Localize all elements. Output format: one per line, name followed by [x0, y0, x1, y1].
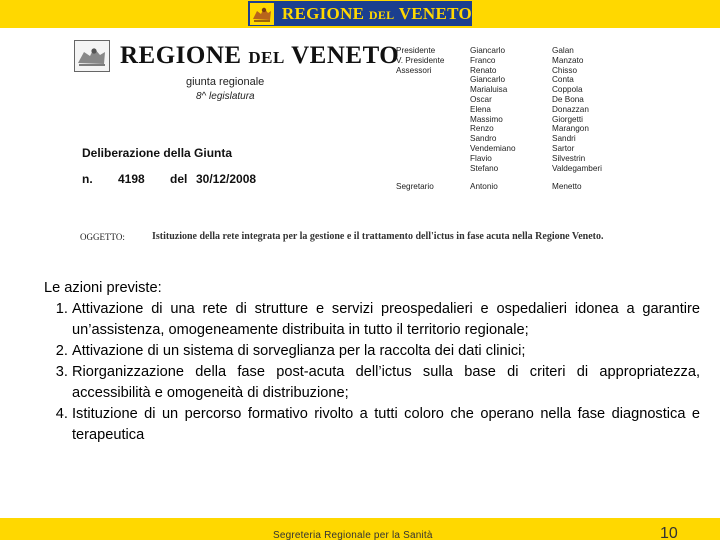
secretary-first-name: Antonio	[470, 182, 498, 191]
council-first-name: Marialuisa	[470, 85, 508, 95]
deliberation-number-label: n.	[82, 172, 93, 186]
council-last-name: Conta	[552, 75, 574, 85]
council-last-name: Valdegamberi	[552, 163, 602, 173]
council-last-name: Galan	[552, 46, 574, 55]
lion-of-saint-mark-icon	[250, 3, 274, 25]
deliberation-number: 4198	[118, 172, 145, 186]
actions-list	[44, 299, 700, 446]
regione-veneto-banner-logo	[248, 1, 472, 26]
subject-text: Istituzione della rete integrata per la gestione e il trattamento dell'ictus in fase acuta nella Regione Veneto.	[152, 231, 604, 242]
council-last-names-column	[552, 46, 602, 173]
council-last-name: Sartor	[552, 143, 575, 153]
document-logo	[74, 40, 400, 72]
document-logo-text: REGIONE DEL VENETO	[120, 42, 400, 69]
council-role: Presidente	[396, 46, 436, 55]
list-item: 2. Attivazione di un sistema di sorveglianza per la raccolta dei dati clinici;	[72, 341, 700, 362]
main-content	[44, 278, 700, 446]
council-first-name: Sandro	[470, 134, 497, 144]
deliberation-date: 30/12/2008	[196, 172, 257, 186]
subject-label: OGGETTO:	[80, 232, 125, 242]
council-role: V. Presidente	[396, 55, 445, 65]
council-first-name: Renzo	[470, 124, 494, 134]
council-last-name: Marangon	[552, 124, 589, 134]
council-first-name: Stefano	[470, 163, 499, 173]
council-last-name: Giorgetti	[552, 114, 583, 124]
page-number: 10	[660, 525, 678, 542]
council-first-name: Massimo	[470, 114, 503, 124]
secretary-last-name: Menetto	[552, 182, 582, 191]
top-banner	[0, 0, 720, 28]
document-subtitle: giunta regionale	[186, 76, 265, 88]
council-first-name: Elena	[470, 104, 491, 114]
council-first-name: Giancarlo	[470, 46, 506, 55]
council-role: Assessori	[396, 65, 432, 75]
council-first-name: Renato	[470, 65, 497, 75]
deliberation-heading: Deliberazione della Giunta	[82, 146, 233, 160]
banner-title: REGIONE DEL VENETO	[281, 3, 472, 23]
council-roles-column	[396, 46, 444, 75]
council-last-name: Manzato	[552, 55, 584, 65]
council-first-name: Franco	[470, 55, 496, 65]
secretary-role: Segretario	[396, 182, 434, 191]
council-first-name: Giancarlo	[470, 75, 506, 85]
council-first-name: Flavio	[470, 153, 492, 163]
list-item: 4. Istituzione di un percorso formativo rivolto a tutti coloro che operano nella fase diagnostica e terapeutica	[72, 404, 700, 446]
council-last-name: Sandri	[552, 134, 576, 144]
council-first-names-column	[470, 46, 516, 173]
document-legislature: 8^ legislatura	[196, 91, 255, 102]
council-last-name: Coppola	[552, 85, 583, 95]
actions-intro: Le azioni previste:	[44, 280, 162, 296]
council-first-name: Vendemiano	[470, 143, 516, 153]
list-item: 1. Attivazione di una rete di strutture e servizi preospedalieri e ospedalieri idonea a garantire un’assistenza, omogeneamente distribuita in tutto il territorio regionale;	[72, 299, 700, 341]
deliberation-document-image	[72, 36, 652, 260]
footer-text: Segreteria Regionale per la Sanità	[273, 530, 433, 541]
deliberation-date-label: del	[170, 172, 188, 186]
council-last-name: Chisso	[552, 65, 578, 75]
list-item: 3. Riorganizzazione della fase post-acuta dell’ictus sulla base di criteri di appropriatezza, accessibilità e omogeneità di distribuzione;	[72, 362, 700, 404]
council-first-name: Oscar	[470, 94, 492, 104]
council-last-name: Silvestrin	[552, 153, 586, 163]
lion-emblem-icon	[74, 40, 110, 72]
council-last-name: Donazzan	[552, 104, 589, 114]
council-last-name: De Bona	[552, 94, 584, 104]
